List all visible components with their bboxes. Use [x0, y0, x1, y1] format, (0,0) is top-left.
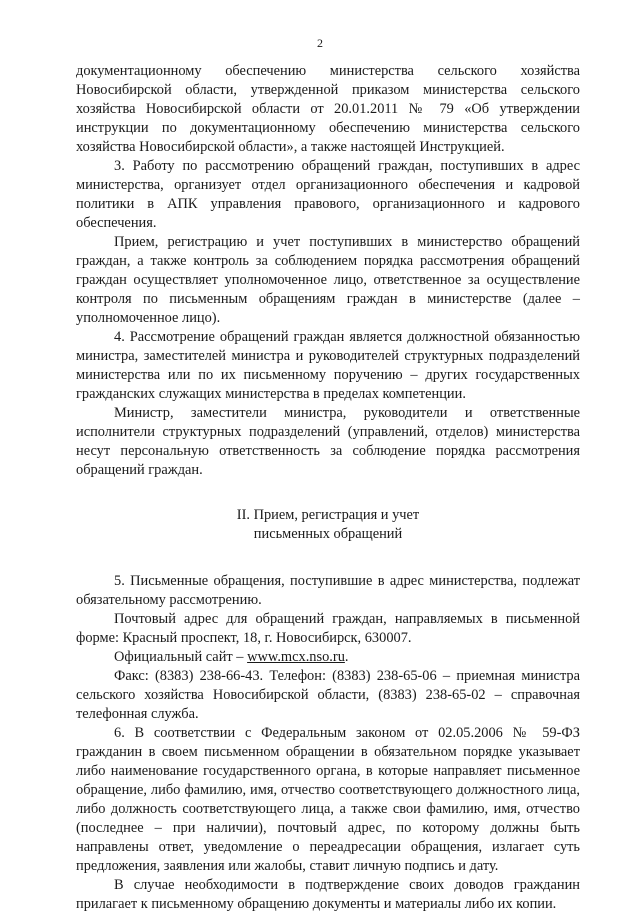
website-link[interactable]: www.mcx.nso.ru	[247, 649, 345, 665]
paragraph-contacts: Факс: (8383) 238-66-43. Телефон: (8383) 238-65-06 – приемная министра сельского хозяйства Новосибирской области, (8383) 238-65-02 – справочная телефонная служба.	[76, 668, 580, 722]
section-heading-line-1: II. Прием, регистрация и учет	[236, 507, 420, 523]
paragraph-item-6: 6. В соответствии с Федеральным законом от 02.05.2006 № 59-ФЗ гражданин в своем письменном обращении в обязательном порядке указывает либо наименование государственного органа, в которые направляет письменное обращение, либо фамилию, имя, отчество соответствующего должностного лица, либо должность соответствующего лица, а также свои фамилию, имя, отчество (последнее – при наличии), почтовый адрес, по которому должны быть направлены ответ, уведомление о переадресации обращения, излагает суть предложения, заявления или жалобы, ставит личную подпись и дату.	[76, 725, 580, 874]
document-body	[76, 62, 580, 914]
paragraph-attachments: В случае необходимости в подтверждение своих доводов гражданин прилагает к письменному обращению документы и материалы либо их копии.	[76, 877, 580, 912]
paragraph-item-4: 4. Рассмотрение обращений граждан является должностной обязанностью министра, заместителей министра и руководителей структурных подразделений министерства или по их письменному поручению – других государственных гражданских служащих министерства в пределах компетенции.	[76, 329, 580, 402]
paragraph-authorized-person: Прием, регистрацию и учет поступивших в министерство обращений граждан, а также контроль за соблюдением порядка рассмотрения обращений граждан осуществляет уполномоченное лицо, ответственное за осуществление контроля по письменным обращениям граждан в министерстве (далее – уполномоченное лицо).	[76, 234, 580, 326]
website-label: Официальный сайт –	[114, 649, 248, 665]
page-number: 2	[317, 36, 323, 50]
paragraph-item-5: 5. Письменные обращения, поступившие в адрес министерства, подлежат обязательному рассмотрению.	[76, 573, 580, 608]
section-heading-line-2: письменных обращений	[253, 526, 403, 542]
paragraph-continuation: документационному обеспечению министерства сельского хозяйства Новосибирской области, утвержденной приказом министерства сельского хозяйства Новосибирской области от 20.01.2011 № 79 «Об утверждении инструкции по документационному обеспечению министерства сельского хозяйства Новосибирской области», а также настоящей Инструкцией.	[76, 63, 580, 155]
section-heading	[76, 506, 580, 544]
paragraph-responsibility: Министр, заместители министра, руководители и ответственные исполнители структурных подразделений (управлений, отделов) министерства несут персональную ответственность за соблюдение порядка рассмотрения обращений граждан.	[76, 405, 580, 478]
paragraph-postal-address: Почтовый адрес для обращений граждан, направляемых в письменной форме: Красный проспект, 18, г. Новосибирск, 630007.	[76, 611, 580, 646]
paragraph-website: Официальный сайт – www.mcx.nso.ru.	[114, 649, 349, 665]
paragraph-item-3: 3. Работу по рассмотрению обращений граждан, поступивших в адрес министерства, организует отдел организационного обеспечения и кадровой политики в АПК управления правового, организационного и кадрового обеспечения.	[76, 158, 580, 231]
